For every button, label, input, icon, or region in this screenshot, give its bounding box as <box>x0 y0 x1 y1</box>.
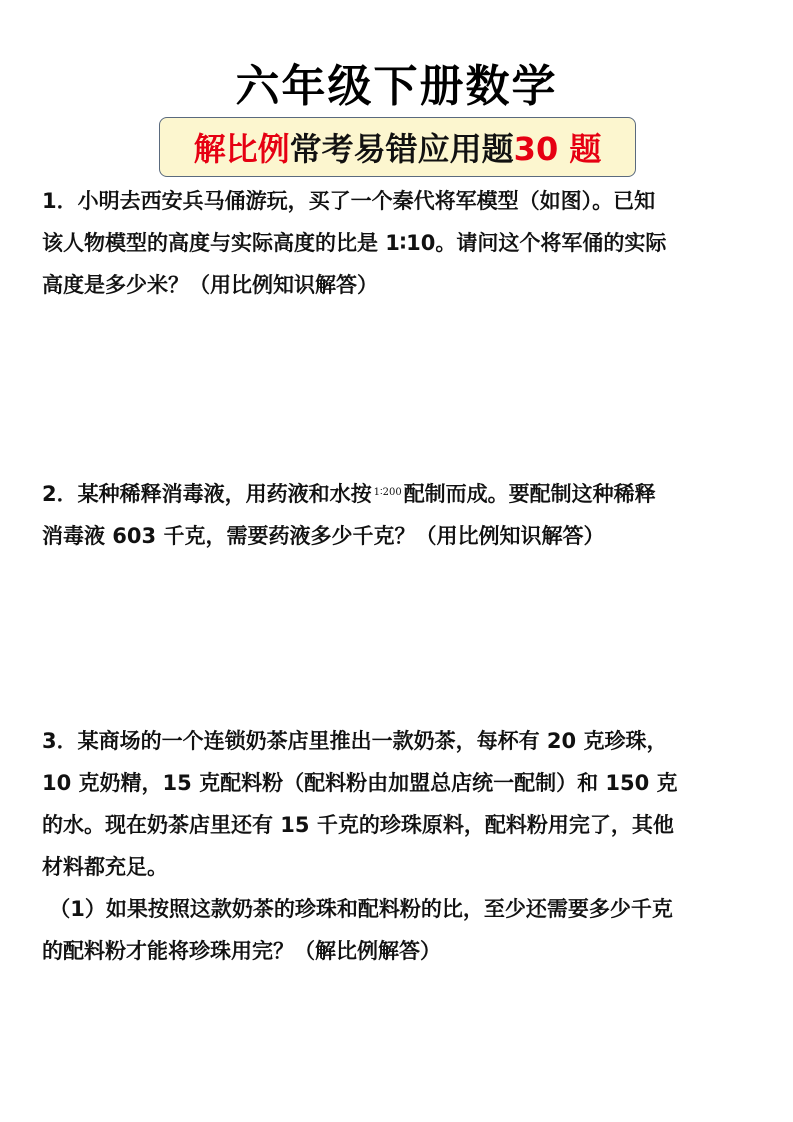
question-text: 2．某种稀释消毒液，用药液和水按 <box>42 482 372 506</box>
question-text: 配制而成。要配制这种稀释 <box>403 482 656 506</box>
subtitle-banner <box>159 117 636 177</box>
page-title: 六年级下册数学 <box>235 61 558 112</box>
question-line: （1）如果按照这款奶茶的珍珠和配料粉的比，至少还需要多少千克 <box>42 897 673 921</box>
question-line: 3．某商场的一个连锁奶茶店里推出一款奶茶，每杯有 20 克珍珠， <box>42 729 668 753</box>
subtitle-highlight: 解比例 <box>193 130 290 168</box>
question-line: 材料都充足。 <box>42 855 168 879</box>
subtitle-count: 30 题 <box>513 130 602 168</box>
question-line <box>42 472 758 515</box>
ratio-value: 1∶200 <box>373 487 402 498</box>
question-line: 的水。现在奶茶店里还有 15 千克的珍珠原料，配料粉用完了，其他 <box>42 813 674 837</box>
question-line: 10 克奶精，15 克配料粉（配料粉由加盟总店统一配制）和 150 克 <box>42 771 678 795</box>
question-line: 高度是多少米？（用比例知识解答） <box>42 273 378 297</box>
subtitle-text: 常考易错应用题 <box>289 130 514 168</box>
question-line: 消毒液 603 千克，需要药液多少千克？（用比例知识解答） <box>42 524 605 548</box>
question-line: 1．小明去西安兵马俑游玩，买了一个秦代将军模型（如图）。已知 <box>42 189 656 213</box>
question-1 <box>42 180 758 306</box>
question-line: 该人物模型的高度与实际高度的比是 1∶10。请问这个将军俑的实际 <box>42 231 667 255</box>
question-3 <box>42 720 758 972</box>
question-2 <box>42 472 758 557</box>
question-line: 的配料粉才能将珍珠用完？（解比例解答） <box>42 939 441 963</box>
